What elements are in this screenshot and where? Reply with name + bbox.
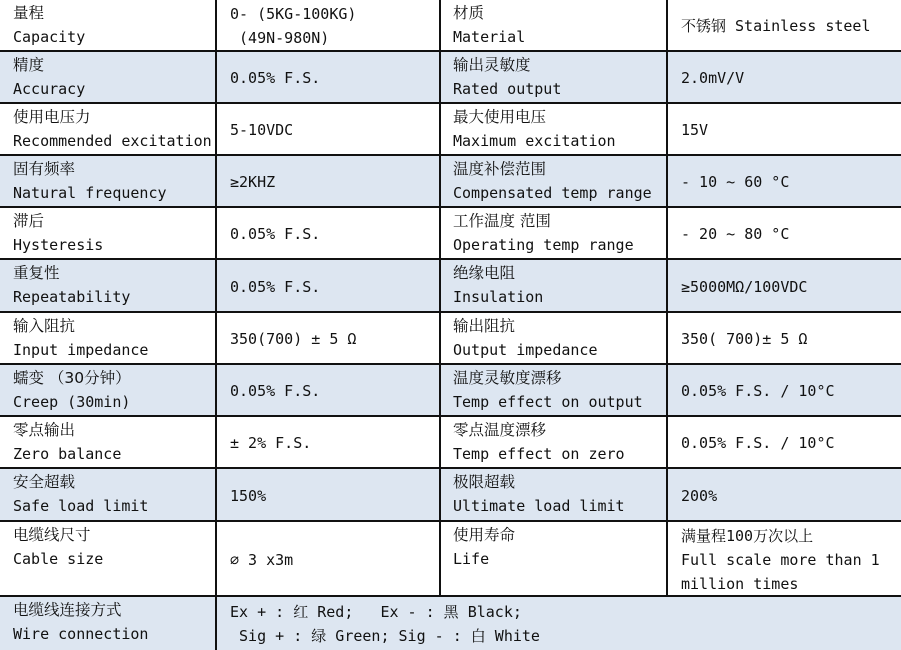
right-value [681,524,880,595]
right-value [681,14,871,38]
left-value-line: ⌀ 3 x3m [230,551,294,569]
left-value [230,66,320,90]
right-label [453,366,643,414]
left-value-cell [216,104,440,154]
column-divider [439,104,441,154]
right-label-en: Insulation [453,288,544,306]
right-label-en: Temp effect on zero [453,445,625,463]
column-divider [439,52,441,102]
left-label [13,314,148,362]
right-label-cell [440,52,667,102]
left-label-cell [0,365,216,415]
left-label [13,1,85,49]
left-label-cell [0,156,216,206]
left-label-zh: 蠕变 （30分钟） [13,369,131,387]
left-label-en: Input impedance [13,341,149,359]
right-value-line: 0.05% F.S. / 10°C [681,434,835,452]
right-value-line: - 10 ~ 60 °C [681,173,790,191]
left-value-cell [216,469,440,520]
right-value-line: 200% [681,487,718,505]
right-value-cell [667,104,901,154]
right-value-line: 不锈钢 Stainless steel [681,17,871,35]
right-value-cell [667,522,901,595]
right-value-cell [667,52,901,102]
spec-row [0,417,901,469]
right-label-cell [440,417,667,467]
spec-row [0,313,901,365]
left-label [13,366,131,414]
left-label-cell [0,52,216,102]
right-label-en: Compensated temp range [453,184,652,202]
left-label-cell [0,522,216,595]
right-label-en: Rated output [453,80,562,98]
right-value-line: 350( 700)± 5 Ω [681,330,808,348]
right-value-cell [667,208,901,258]
spec-row [0,597,901,650]
right-label-cell [440,104,667,154]
right-value-cell [667,156,901,206]
left-label-cell [0,417,216,467]
right-value-cell [667,313,901,363]
left-value-line: 150% [230,487,267,505]
right-value-line: ≥5000MΩ/100VDC [681,278,808,296]
right-value-line: 0.05% F.S. / 10°C [681,382,835,400]
spec-row [0,104,901,156]
left-label-zh: 电缆线连接方式 [13,601,122,619]
left-label-cell [0,208,216,258]
left-label [13,53,85,101]
left-label-zh: 电缆线尺寸 [13,526,91,544]
left-value-cell [216,313,440,363]
column-divider [439,260,441,311]
left-label-zh: 精度 [13,56,45,74]
right-value [681,379,835,403]
column-divider [439,313,441,363]
left-value-cell [216,260,440,311]
left-value-line: 350(700) ± 5 Ω [230,330,357,348]
right-label-en: Output impedance [453,341,598,359]
wide-value [230,600,540,648]
left-label-en: Repeatability [13,288,131,306]
right-value [681,222,789,246]
right-value-line: million times [681,575,799,593]
left-label-zh: 输入阻抗 [13,317,76,335]
right-value-line: 15V [681,121,709,139]
left-label-en: Creep (30min) [13,393,131,411]
spec-row [0,208,901,260]
left-value-line: 0.05% F.S. [230,278,321,296]
left-value-line: 0.05% F.S. [230,225,321,243]
right-label [453,105,616,153]
column-divider [215,313,217,363]
right-label-en: Ultimate load limit [453,497,625,515]
left-value-line: 0- (5KG-100KG) [230,5,357,23]
right-label-zh: 温度灵敏度漂移 [453,369,562,387]
left-value [230,379,320,403]
left-label-en: Accuracy [13,80,86,98]
right-label-en: Operating temp range [453,236,634,254]
right-value [681,118,708,142]
right-label [453,53,561,101]
right-label [453,261,543,309]
right-label-cell [440,469,667,520]
right-label-zh: 工作温度 范围 [453,212,551,230]
left-value [230,484,266,508]
right-label-en: Life [453,550,490,568]
left-value [230,327,356,351]
left-value [230,548,293,572]
left-label-zh: 使用电压力 [13,108,91,126]
left-label [13,418,121,466]
right-label [453,523,515,571]
column-divider [666,469,668,520]
left-label [13,209,103,257]
left-label-zh: 固有频率 [13,160,76,178]
left-label-en: Recommended excitation [13,132,212,150]
column-divider [666,52,668,102]
right-label-en: Material [453,28,526,46]
column-divider [215,208,217,258]
right-label-zh: 最大使用电压 [453,108,547,126]
spec-row [0,156,901,208]
left-label-zh: 滞后 [13,212,45,230]
right-value [681,66,744,90]
left-label-cell [0,313,216,363]
column-divider [439,522,441,595]
left-value [230,2,356,50]
column-divider [215,52,217,102]
right-label [453,470,625,518]
left-label-cell [0,469,216,520]
column-divider [439,417,441,467]
column-divider [439,469,441,520]
column-divider [215,260,217,311]
column-divider [215,365,217,415]
right-label-en: Temp effect on output [453,393,643,411]
column-divider [215,597,217,650]
right-label-zh: 绝缘电阻 [453,264,516,282]
left-value [230,118,293,142]
left-value-line: 0.05% F.S. [230,382,321,400]
wide-value-cell [216,597,901,650]
right-label [453,418,625,466]
column-divider [666,417,668,467]
left-label-cell [0,597,216,650]
left-label-zh: 重复性 [13,264,60,282]
right-value-cell [667,0,901,50]
left-label [13,261,130,309]
right-label [453,1,525,49]
left-value-cell [216,365,440,415]
column-divider [666,208,668,258]
right-label-zh: 温度补偿范围 [453,160,547,178]
left-label [13,157,167,205]
right-label-zh: 零点温度漂移 [453,421,547,439]
left-label-en: Natural frequency [13,184,167,202]
spec-row [0,0,901,52]
right-label-en: Maximum excitation [453,132,616,150]
right-value [681,327,807,351]
right-value [681,275,807,299]
right-label-cell [440,0,667,50]
left-value-line: (49N-980N) [230,29,330,47]
right-value-line: Full scale more than 1 [681,551,880,569]
left-value-cell [216,52,440,102]
left-label [13,523,103,571]
left-value-line: 5-10VDC [230,121,294,139]
left-value [230,431,311,455]
right-label-zh: 材质 [453,4,485,22]
right-label-zh: 使用寿命 [453,526,516,544]
right-label-zh: 极限超载 [453,473,516,491]
left-value-line: ± 2% F.S. [230,434,312,452]
right-value-cell [667,417,901,467]
left-value-cell [216,0,440,50]
column-divider [439,365,441,415]
right-label [453,157,652,205]
right-label-cell [440,260,667,311]
column-divider [666,104,668,154]
right-value-cell [667,260,901,311]
column-divider [666,0,668,50]
wide-value-line: Sig + : 绿 Green; Sig - : 白 White [230,627,540,645]
spec-row [0,522,901,597]
right-label-zh: 输出灵敏度 [453,56,531,74]
left-value-cell [216,156,440,206]
left-label-en: Cable size [13,550,104,568]
right-value-line: 2.0mV/V [681,69,745,87]
spec-row [0,52,901,104]
right-label-cell [440,522,667,595]
left-label-cell [0,104,216,154]
right-label-cell [440,156,667,206]
column-divider [215,417,217,467]
right-label [453,314,598,362]
column-divider [666,365,668,415]
left-value [230,170,275,194]
column-divider [666,522,668,595]
right-value [681,431,835,455]
spec-row [0,469,901,522]
left-label-en: Zero balance [13,445,122,463]
spec-row [0,365,901,417]
column-divider [439,0,441,50]
right-label-cell [440,365,667,415]
left-value [230,222,320,246]
left-label [13,105,212,153]
column-divider [666,260,668,311]
left-label-en: Wire connection [13,625,149,643]
left-value-cell [216,417,440,467]
right-value-cell [667,365,901,415]
left-value [230,275,320,299]
left-value-cell [216,208,440,258]
column-divider [439,208,441,258]
left-value-line: 0.05% F.S. [230,69,321,87]
left-value-cell [216,522,440,595]
left-label-en: Capacity [13,28,86,46]
left-label-en: Hysteresis [13,236,104,254]
left-value-line: ≥2KHZ [230,173,276,191]
right-label-cell [440,208,667,258]
left-label-cell [0,0,216,50]
column-divider [215,104,217,154]
left-label-cell [0,260,216,311]
right-label [453,209,634,257]
left-label [13,598,148,646]
column-divider [666,313,668,363]
column-divider [215,156,217,206]
spec-row [0,260,901,313]
right-value [681,484,717,508]
column-divider [215,522,217,595]
right-value [681,170,789,194]
right-value-line: - 20 ~ 80 °C [681,225,790,243]
column-divider [215,0,217,50]
right-value-cell [667,469,901,520]
left-label-zh: 量程 [13,4,45,22]
right-value-line: 满量程100万次以上 [681,527,814,545]
column-divider [666,156,668,206]
left-label-zh: 安全超载 [13,473,76,491]
left-label [13,470,148,518]
wide-value-line: Ex + : 红 Red; Ex - : 黑 Black; [230,603,522,621]
right-label-zh: 输出阻抗 [453,317,516,335]
left-label-en: Safe load limit [13,497,149,515]
left-label-zh: 零点输出 [13,421,76,439]
column-divider [439,156,441,206]
column-divider [215,469,217,520]
right-label-cell [440,313,667,363]
